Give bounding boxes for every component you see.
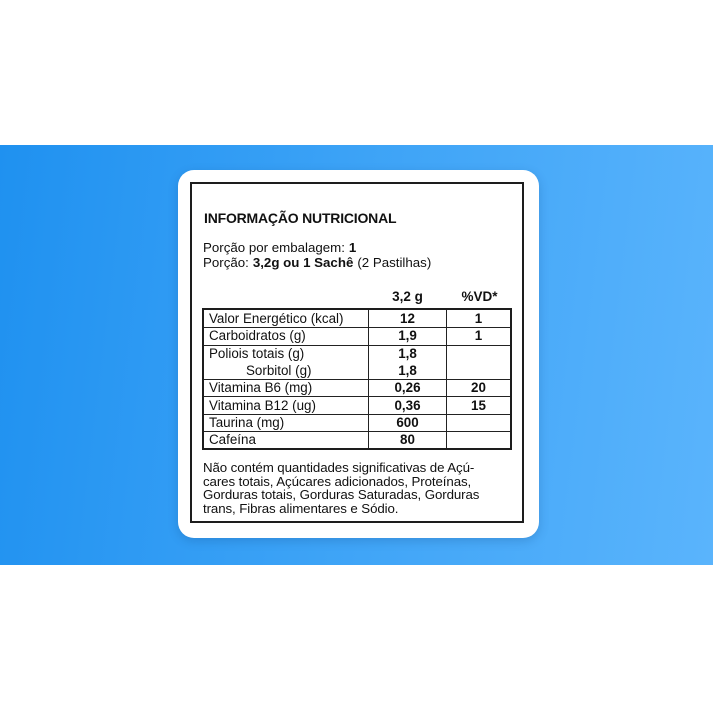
serving-size-note: (2 Pastilhas)	[357, 255, 432, 270]
footnote-line: trans, Fibras alimentares e Sódio.	[203, 500, 399, 516]
label-border-frame	[190, 182, 524, 523]
table-row	[204, 345, 510, 362]
serving-size-line	[203, 255, 431, 270]
column-header-spacer	[202, 289, 368, 304]
table-row	[204, 327, 510, 344]
serving-size-label: Porção:	[203, 255, 249, 270]
nutrition-table	[202, 308, 512, 450]
table-row	[204, 362, 510, 379]
serving-per-package-value: 1	[348, 240, 357, 255]
nutrient-amount: 1,9	[368, 328, 446, 344]
nutrient-amount: 12	[368, 310, 446, 327]
nutrient-daily-value	[446, 415, 510, 431]
nutrient-name: Vitamina B12 (ug)	[209, 397, 316, 413]
nutrient-amount: 600	[368, 415, 446, 431]
nutrient-amount: 1,8	[368, 346, 446, 362]
nutrient-name: Poliois totais (g)	[209, 345, 305, 361]
nutrient-name: Cafeína	[209, 432, 256, 448]
footnote-line: Gorduras totais, Gorduras Saturadas, Gorduras	[203, 487, 480, 502]
serving-info	[203, 240, 431, 270]
table-column-headers	[202, 289, 512, 304]
nutrient-daily-value	[446, 346, 510, 362]
nutrient-name: Taurina (mg)	[209, 414, 285, 430]
nutrient-name: Carboidratos (g)	[209, 328, 306, 344]
nutrient-daily-value	[446, 362, 510, 379]
nutrient-name: Sorbitol (g)	[246, 362, 312, 378]
nutrition-label-card	[178, 170, 539, 538]
no-significant-amounts-note	[203, 461, 479, 515]
footnote-line: cares totais, Açúcares adicionados, Proteínas,	[203, 473, 472, 489]
column-header-amount: 3,2 g	[392, 289, 423, 304]
nutrient-name: Vitamina B6 (mg)	[209, 380, 313, 396]
serving-per-package-label: Porção por embalagem:	[203, 240, 345, 255]
nutrient-amount: 80	[368, 432, 446, 448]
table-row	[204, 396, 510, 413]
nutrient-daily-value: 20	[446, 380, 510, 396]
table-row	[204, 379, 510, 396]
nutrient-daily-value	[446, 432, 510, 448]
nutrient-amount: 0,36	[368, 397, 446, 413]
table-row	[204, 310, 510, 327]
serving-per-package-line	[203, 240, 431, 255]
nutrient-daily-value: 1	[446, 310, 510, 327]
footnote-line: Não contém quantidades significativas de Açú-	[203, 460, 475, 475]
nutrient-daily-value: 1	[446, 328, 510, 344]
nutrient-amount: 0,26	[368, 380, 446, 396]
table-row	[204, 431, 510, 448]
serving-size-value: 3,2g ou 1 Sachê	[252, 255, 354, 270]
nutrient-amount: 1,8	[368, 362, 446, 379]
column-header-dv: %VD*	[461, 289, 498, 304]
nutrient-name: Valor Energético (kcal)	[209, 310, 344, 326]
nutrition-label-title: INFORMAÇÃO NUTRICIONAL	[204, 210, 397, 226]
table-row	[204, 414, 510, 431]
nutrient-daily-value: 15	[446, 397, 510, 413]
